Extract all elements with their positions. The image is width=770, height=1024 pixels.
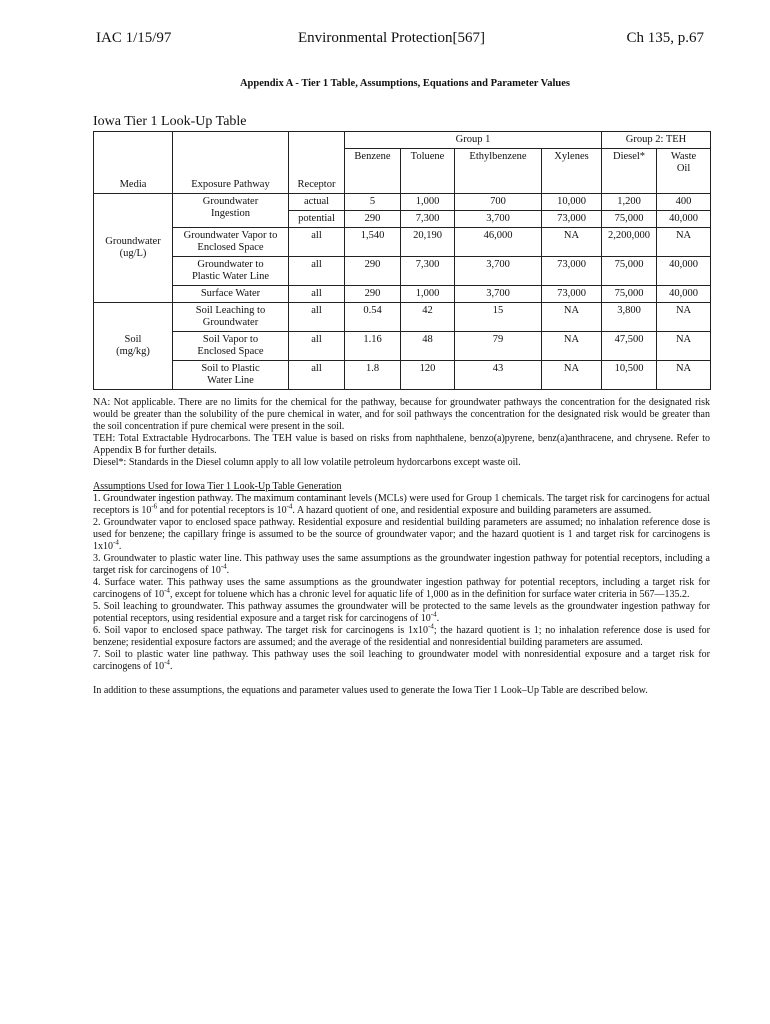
value-cell: 46,000 [455,228,542,257]
receptor-cell: all [289,332,345,361]
pathway-cell: Groundwater to Plastic Water Line [173,257,289,286]
col-chemical-header: Waste Oil [657,149,711,194]
empty-header-cell [289,132,345,149]
value-cell: NA [542,361,602,390]
pathway-cell: Soil to Plastic Water Line [173,361,289,390]
value-cell: 3,700 [455,286,542,303]
receptor-cell: potential [289,211,345,228]
receptor-cell: all [289,257,345,286]
assumption-4: 4. Surface water. This pathway uses the same assumptions as the groundwater ingestion pathway for potential receptors, including a target risk for carcinogens of $10^{-4}$, except for toluene which has a chronic level for aquatic life of 1,000 as in the definition for surface water criteria in 567—135.2. [93,577,710,600]
value-cell: 2,200,000 [602,228,657,257]
value-cell: NA [542,332,602,361]
value-cell: 3,700 [455,257,542,286]
empty-header-cell [173,132,289,149]
table-row [94,332,711,361]
col-chemical-header: Benzene [345,149,401,194]
pathway-cell: Groundwater Vapor to Enclosed Space [173,228,289,257]
table-row [94,303,711,332]
value-cell: 7,300 [401,211,455,228]
value-cell: 79 [455,332,542,361]
lookup-table [93,131,711,390]
notes-section [93,397,710,697]
value-cell: NA [542,303,602,332]
receptor-cell: all [289,361,345,390]
value-cell: 73,000 [542,211,602,228]
value-cell: 5 [345,194,401,211]
table-header-row-1 [94,132,711,149]
table-row [94,286,711,303]
assumptions-heading: Assumptions Used for Iowa Tier 1 Look-Up Table Generation [93,481,342,492]
value-cell: 75,000 [602,257,657,286]
value-cell: 700 [455,194,542,211]
note-diesel: Diesel*: Standards in the Diesel column apply to all low volatile petroleum hydorcarbons except waste oil. [93,457,521,468]
value-cell: 10,000 [542,194,602,211]
header-right: Ch 135, p.67 [626,30,704,46]
receptor-cell: all [289,228,345,257]
pathway-cell: Groundwater Ingestion [173,194,289,228]
col-chemical-header: Xylenes [542,149,602,194]
value-cell: 1,200 [602,194,657,211]
value-cell: NA [657,361,711,390]
value-cell: NA [657,332,711,361]
value-cell: 75,000 [602,286,657,303]
value-cell: 0.54 [345,303,401,332]
value-cell: 48 [401,332,455,361]
value-cell: 10,500 [602,361,657,390]
assumption-6: 6. Soil vapor to enclosed space pathway. The target risk for carcinogens is $1x10^{-4}$; the hazard quotient is 1; no inhalation reference dose is used for benzene; residential exposure factors are assumed; and the average of the residential and nonresidential building parameters are assumed. [93,622,710,648]
table-row [94,361,711,390]
pathway-cell: Soil Leaching to Groundwater [173,303,289,332]
assumption-2: 2. Groundwater vapor to enclosed space pathway. Residential exposure and residential building parameters are assumed; no inhalation reference dose is used for benzene; the capillary fringe is assumed to be the source of groundwater vapor; and the hazard quotient is 1 and target risk for carcinogens is $1x10^{-4}$. [93,517,710,552]
table-row [94,194,711,211]
value-cell: 20,190 [401,228,455,257]
value-cell: 1,540 [345,228,401,257]
col-media-header: Media [94,149,173,194]
value-cell: 3,800 [602,303,657,332]
col-chemical-header: Toluene [401,149,455,194]
table-title: Iowa Tier 1 Look-Up Table [93,114,247,129]
group1-header: Group 1 [345,132,602,149]
value-cell: 40,000 [657,286,711,303]
assumption-1: 1. Groundwater ingestion pathway. The maximum contaminant levels (MCLs) were used for Group 1 chemicals. The target risk for carcinogens for actual receptors is $10^{-6}$ and for potential receptors is $10^{-4}$. A hazard quotient of one, and residential exposure and building parameters are assumed. [93,493,710,516]
media-soil: Soil (mg/kg) [94,303,173,390]
value-cell: 400 [657,194,711,211]
value-cell: 43 [455,361,542,390]
value-cell: 7,300 [401,257,455,286]
note-na: NA: Not applicable. There are no limits for the chemical for the pathway, because for groundwater pathways the concentration for the designated risk would be greater than the solubility of the pure chemical in water, and for soil pathways the concentration for the designated risk would be greater than the soil concentration if pure chemical were present in the soil. [93,397,710,432]
table-row [94,228,711,257]
table-row [94,257,711,286]
header-center: Environmental Protection[567] [298,30,486,46]
table-header-row-2 [94,149,711,194]
pathway-cell: Surface Water [173,286,289,303]
value-cell: 75,000 [602,211,657,228]
value-cell: 120 [401,361,455,390]
value-cell: 1.8 [345,361,401,390]
col-pathway-header: Exposure Pathway [173,149,289,194]
value-cell: 15 [455,303,542,332]
assumption-3: 3. Groundwater to plastic water line. This pathway uses the same assumptions as the groundwater ingestion pathway for potential receptors, including a target risk for carcinogens of $10^{-4}$. [93,553,710,576]
pathway-cell: Soil Vapor to Enclosed Space [173,332,289,361]
col-chemical-header: Ethylbenzene [455,149,542,194]
media-groundwater: Groundwater (ug/L) [94,194,173,303]
value-cell: 1.16 [345,332,401,361]
value-cell: NA [657,303,711,332]
value-cell: 3,700 [455,211,542,228]
value-cell: NA [542,228,602,257]
group2-header: Group 2: TEH [602,132,711,149]
receptor-cell: all [289,303,345,332]
receptor-cell: all [289,286,345,303]
value-cell: 47,500 [602,332,657,361]
value-cell: 40,000 [657,211,711,228]
value-cell: 1,000 [401,286,455,303]
value-cell: 290 [345,257,401,286]
col-chemical-header: Diesel* [602,149,657,194]
value-cell: 1,000 [401,194,455,211]
value-cell: 290 [345,286,401,303]
header-left: IAC 1/15/97 [96,30,172,46]
appendix-title: Appendix A - Tier 1 Table, Assumptions, Equations and Parameter Values [239,78,571,89]
col-receptor-header: Receptor [289,149,345,194]
value-cell: NA [657,228,711,257]
value-cell: 73,000 [542,286,602,303]
value-cell: 73,000 [542,257,602,286]
empty-header-cell [94,132,173,149]
value-cell: 42 [401,303,455,332]
assumption-7: 7. Soil to plastic water line pathway. This pathway uses the soil leaching to groundwater model with nonresidential exposure and a target risk for carcinogens of $10^{-4}$. [93,649,710,672]
value-cell: 40,000 [657,257,711,286]
value-cell: 290 [345,211,401,228]
closing-paragraph: In addition to these assumptions, the equations and parameter values used to generate the Iowa Tier 1 Look–Up Table are described below. [93,685,648,696]
receptor-cell: actual [289,194,345,211]
assumption-5: 5. Soil leaching to groundwater. This pathway assumes the groundwater will be protected to the same levels as the groundwater ingestion pathway for potential receptors, using residential exposure and a target risk for carcinogens of $10^{-4}$. [93,601,710,624]
note-teh: TEH: Total Extractable Hydrocarbons. The TEH value is based on risks from naphthalene, benzo(a)pyrene, benz(a)anthracene, and chrysene. Refer to Appendix B for further details. [93,433,710,456]
